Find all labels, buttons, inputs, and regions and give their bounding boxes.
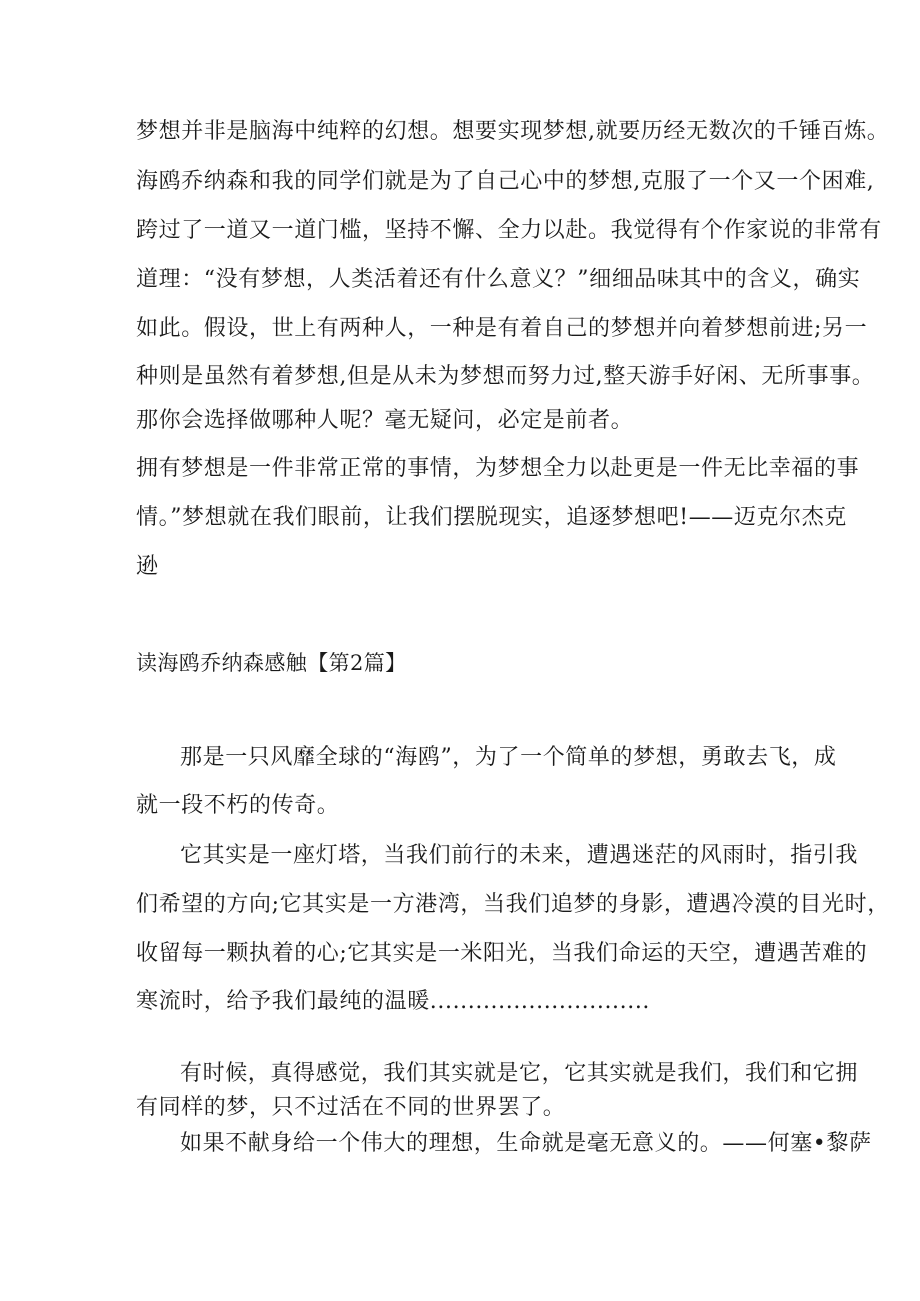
paragraph-line: 海鸥乔纳森和我的同学们就是为了自己心中的梦想,克服了一个又一个困难, xyxy=(136,169,875,194)
paragraph-line: 如果不献身给一个伟大的理想，生命就是毫无意义的。——何塞•黎萨 xyxy=(180,1131,872,1156)
paragraph-line: 它其实是一座灯塔，当我们前行的未来，遭遇迷茫的风雨时，指引我 xyxy=(180,843,859,868)
paragraph-line: 那是一只风靡全球的“海鸥”，为了一个简单的梦想，勇敢去飞，成 xyxy=(180,745,837,770)
paragraph-line: 如此。假设，世上有两种人，一种是有着自己的梦想并向着梦想前进;另一 xyxy=(136,316,868,341)
paragraph-line: 那你会选择做哪种人呢？毫无疑问，必定是前者。 xyxy=(136,408,634,433)
paragraph-line: 有同样的梦，只不过活在不同的世界罢了。 xyxy=(136,1095,566,1120)
paragraph-line: 跨过了一道又一道门槛，坚持不懈、全力以赴。我觉得有个作家说的非常有 xyxy=(136,218,882,243)
paragraph-line: 有时候，真得感觉，我们其实就是它，它其实就是我们，我们和它拥 xyxy=(180,1061,859,1086)
paragraph-line: 拥有梦想是一件非常正常的事情，为梦想全力以赴更是一件无比幸福的事 xyxy=(136,456,860,481)
paragraph-line: 收留每一颗执着的心;它其实是一米阳光，当我们命运的天空，遭遇苦难的 xyxy=(136,941,868,966)
paragraph-line: 情。”梦想就在我们眼前，让我们摆脱现实，追逐梦想吧!——迈克尔杰克 xyxy=(136,505,847,530)
paragraph-line: 逊 xyxy=(136,554,159,579)
paragraph-line: 寒流时，给予我们最纯的温暖............................. xyxy=(136,989,651,1014)
paragraph-line: 们希望的方向;它其实是一方港湾，当我们追梦的身影，遭遇冷漠的目光时， xyxy=(136,892,890,917)
paragraph-line: 就一段不朽的传奇。 xyxy=(136,793,340,818)
paragraph-line: 梦想并非是脑海中纯粹的幻想。想要实现梦想,就要历经无数次的千锤百炼。 xyxy=(136,119,890,144)
paragraph-line: 道理：“没有梦想，人类活着还有什么意义？”细细品味其中的含义，确实 xyxy=(136,267,861,292)
section-heading: 读海鸥乔纳森感触【第2篇】 xyxy=(136,651,407,675)
paragraph-line: 种则是虽然有着梦想,但是从未为梦想而努力过,整天游手好闲、无所事事。 xyxy=(136,364,875,389)
